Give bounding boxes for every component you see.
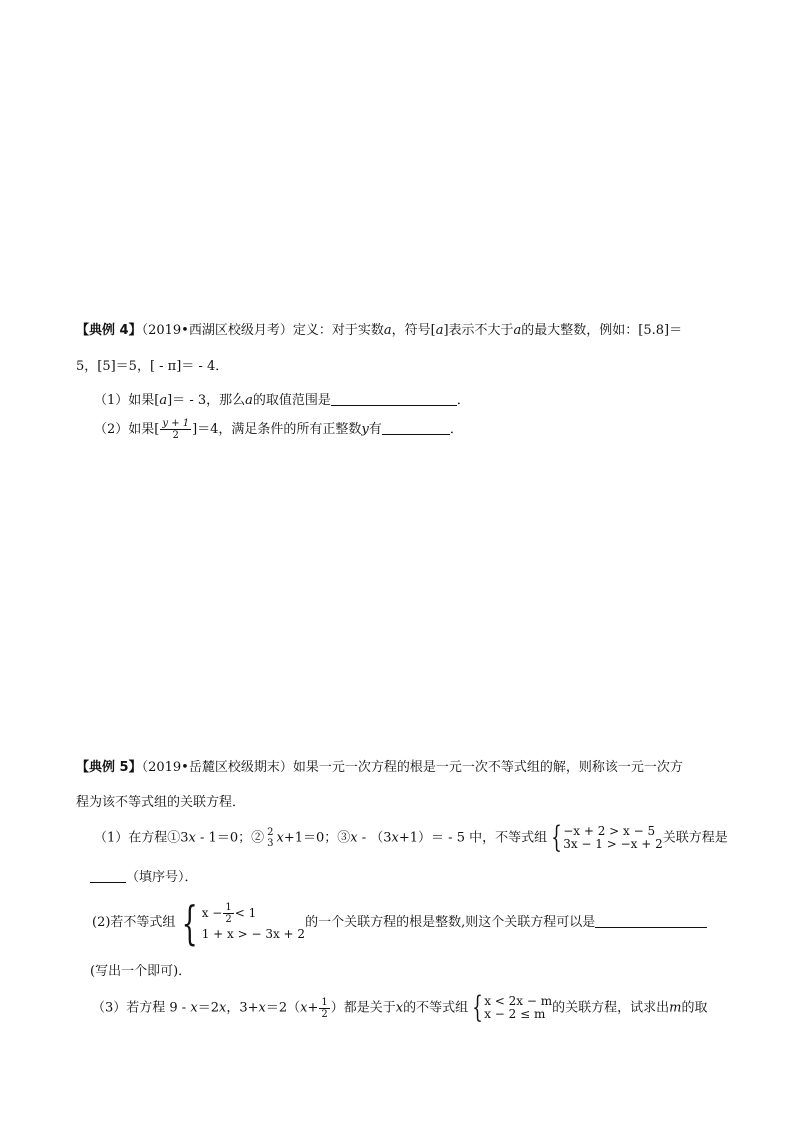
ex5-intro-line2 bbox=[76, 791, 245, 810]
inequality-system bbox=[468, 990, 553, 1025]
ex5-text: 的关联方程，试求出 bbox=[552, 1000, 670, 1016]
ex4-label: 【典例 4】 bbox=[76, 323, 142, 338]
ex5-text: 程为该不等式组的关联方程． bbox=[76, 795, 246, 810]
brace-icon: { bbox=[551, 820, 562, 855]
ex5-text: 的不等式组 bbox=[403, 1000, 469, 1016]
ex5-text: ，3+ bbox=[226, 1000, 259, 1016]
answer-blank[interactable] bbox=[595, 913, 707, 928]
fraction-denominator: 2 bbox=[321, 1008, 328, 1020]
ex4-text: ，符号[ bbox=[391, 323, 436, 338]
var-x: x bbox=[190, 1000, 198, 1016]
inequality-system bbox=[547, 820, 663, 855]
var-x: x bbox=[300, 1000, 308, 1016]
answer-blank[interactable] bbox=[331, 391, 457, 406]
fraction-denominator: 2 bbox=[172, 430, 179, 441]
answer-blank[interactable] bbox=[90, 868, 126, 883]
ex5-text: ＝2（ bbox=[265, 1000, 301, 1016]
ex4-question-2 bbox=[94, 418, 463, 441]
system-row: x < 2x − m bbox=[484, 994, 553, 1008]
ex5-text: （2019•岳麓区校级期末）如果一元一次方程的根是一元一次不等式组的解，则称该一元一次方 bbox=[141, 760, 683, 775]
system-row: 1 + x > − 3x + 2 bbox=[201, 927, 306, 941]
fraction-numerator: 1 bbox=[321, 996, 328, 1008]
fraction bbox=[319, 997, 329, 1020]
fraction-numerator: 2 bbox=[267, 827, 274, 838]
ex5-text: - 1＝0；② bbox=[195, 830, 265, 846]
ex5-text: ）都是关于 bbox=[330, 1000, 396, 1016]
ex5-text: （填序号）． bbox=[126, 870, 198, 885]
system-row bbox=[202, 902, 305, 925]
var-x: x bbox=[395, 1000, 404, 1016]
ex4-text: 的最大整数，例如：[5.8]＝ bbox=[521, 323, 683, 338]
ex5-text: 关联方程是 bbox=[662, 830, 728, 846]
ex5-question-2-line2 bbox=[90, 960, 191, 979]
ex5-intro-line1 bbox=[76, 756, 683, 775]
ex4-question-1 bbox=[94, 389, 470, 408]
inequality-system bbox=[175, 895, 306, 950]
ex4-text: （1）如果[ bbox=[94, 393, 160, 408]
ex5-question-1-line2 bbox=[90, 866, 198, 885]
var-a: a bbox=[245, 393, 253, 408]
fraction-denominator: 3 bbox=[267, 838, 274, 849]
ex4-text: ]＝ - 3，那么 bbox=[167, 393, 246, 408]
var-x: x bbox=[188, 830, 196, 846]
ex5-text: (2)若不等式组 bbox=[92, 915, 176, 930]
ex4-intro-line2 bbox=[76, 355, 228, 374]
var-x: x bbox=[218, 1000, 227, 1016]
system-term: x − bbox=[201, 906, 223, 920]
ex4-text: ． bbox=[449, 422, 463, 437]
var-a: a bbox=[513, 323, 522, 338]
fraction bbox=[223, 902, 233, 925]
var-a: a bbox=[383, 323, 392, 338]
fraction-numerator: y + 1 bbox=[162, 418, 190, 429]
ex4-text: 5，[5]＝5，[ - π]＝ - 4． bbox=[76, 359, 229, 374]
ex4-intro-line1 bbox=[76, 319, 682, 338]
ex4-text: ]表示不大于 bbox=[443, 323, 514, 338]
system-row: x − 2 ≤ m bbox=[484, 1007, 546, 1021]
ex5-label: 【典例 5】 bbox=[76, 760, 142, 775]
var-x: x bbox=[258, 1000, 266, 1016]
system-row: −x + 2 > x − 5 bbox=[563, 824, 656, 838]
fraction-denominator: 2 bbox=[225, 914, 232, 925]
fraction bbox=[160, 418, 191, 441]
ex5-text: 的一个关联方程的根是整数,则这个关联方程可以是 bbox=[305, 915, 596, 930]
ex4-text: ]＝4，满足条件的所有正整数 bbox=[192, 422, 362, 437]
var-x: x bbox=[276, 830, 284, 846]
system-row: 3x − 1 > −x + 2 bbox=[563, 837, 663, 851]
ex5-text: +1）＝ - 5 中，不等式组 bbox=[398, 830, 548, 846]
var-x: x bbox=[391, 830, 399, 846]
ex4-text: 有 bbox=[368, 422, 382, 437]
ex4-text: 的取值范围是 bbox=[252, 393, 331, 408]
ex5-text: +1＝0；③ bbox=[283, 830, 351, 846]
ex5-question-2 bbox=[92, 895, 707, 950]
brace-icon: { bbox=[472, 990, 483, 1025]
ex4-text: （2019•西湖区校级月考）定义：对于实数 bbox=[141, 323, 384, 338]
brace-icon: { bbox=[182, 895, 199, 950]
var-a: a bbox=[159, 393, 168, 408]
ex5-text: 的取 bbox=[681, 1000, 708, 1016]
ex5-text: - （3 bbox=[357, 830, 392, 846]
ex5-question-3 bbox=[92, 990, 708, 1025]
answer-blank[interactable] bbox=[382, 420, 450, 435]
var-y: y bbox=[361, 422, 369, 437]
ex5-text: (写出一个即可)． bbox=[90, 964, 192, 979]
ex5-text: （3）若方程 9 - bbox=[92, 1000, 191, 1016]
ex5-text: + bbox=[307, 1000, 319, 1016]
ex5-question-1 bbox=[94, 820, 728, 855]
ex4-text: ． bbox=[456, 393, 470, 408]
var-m: m bbox=[669, 1000, 682, 1016]
var-x: x bbox=[350, 830, 358, 846]
ex5-text: ＝2 bbox=[197, 1000, 219, 1016]
ex5-text: （1）在方程①3 bbox=[94, 830, 189, 846]
var-a: a bbox=[435, 323, 444, 338]
system-term: < 1 bbox=[234, 906, 257, 920]
ex4-text: （2）如果[ bbox=[94, 422, 160, 437]
fraction bbox=[265, 827, 275, 849]
fraction-numerator: 1 bbox=[225, 902, 232, 913]
